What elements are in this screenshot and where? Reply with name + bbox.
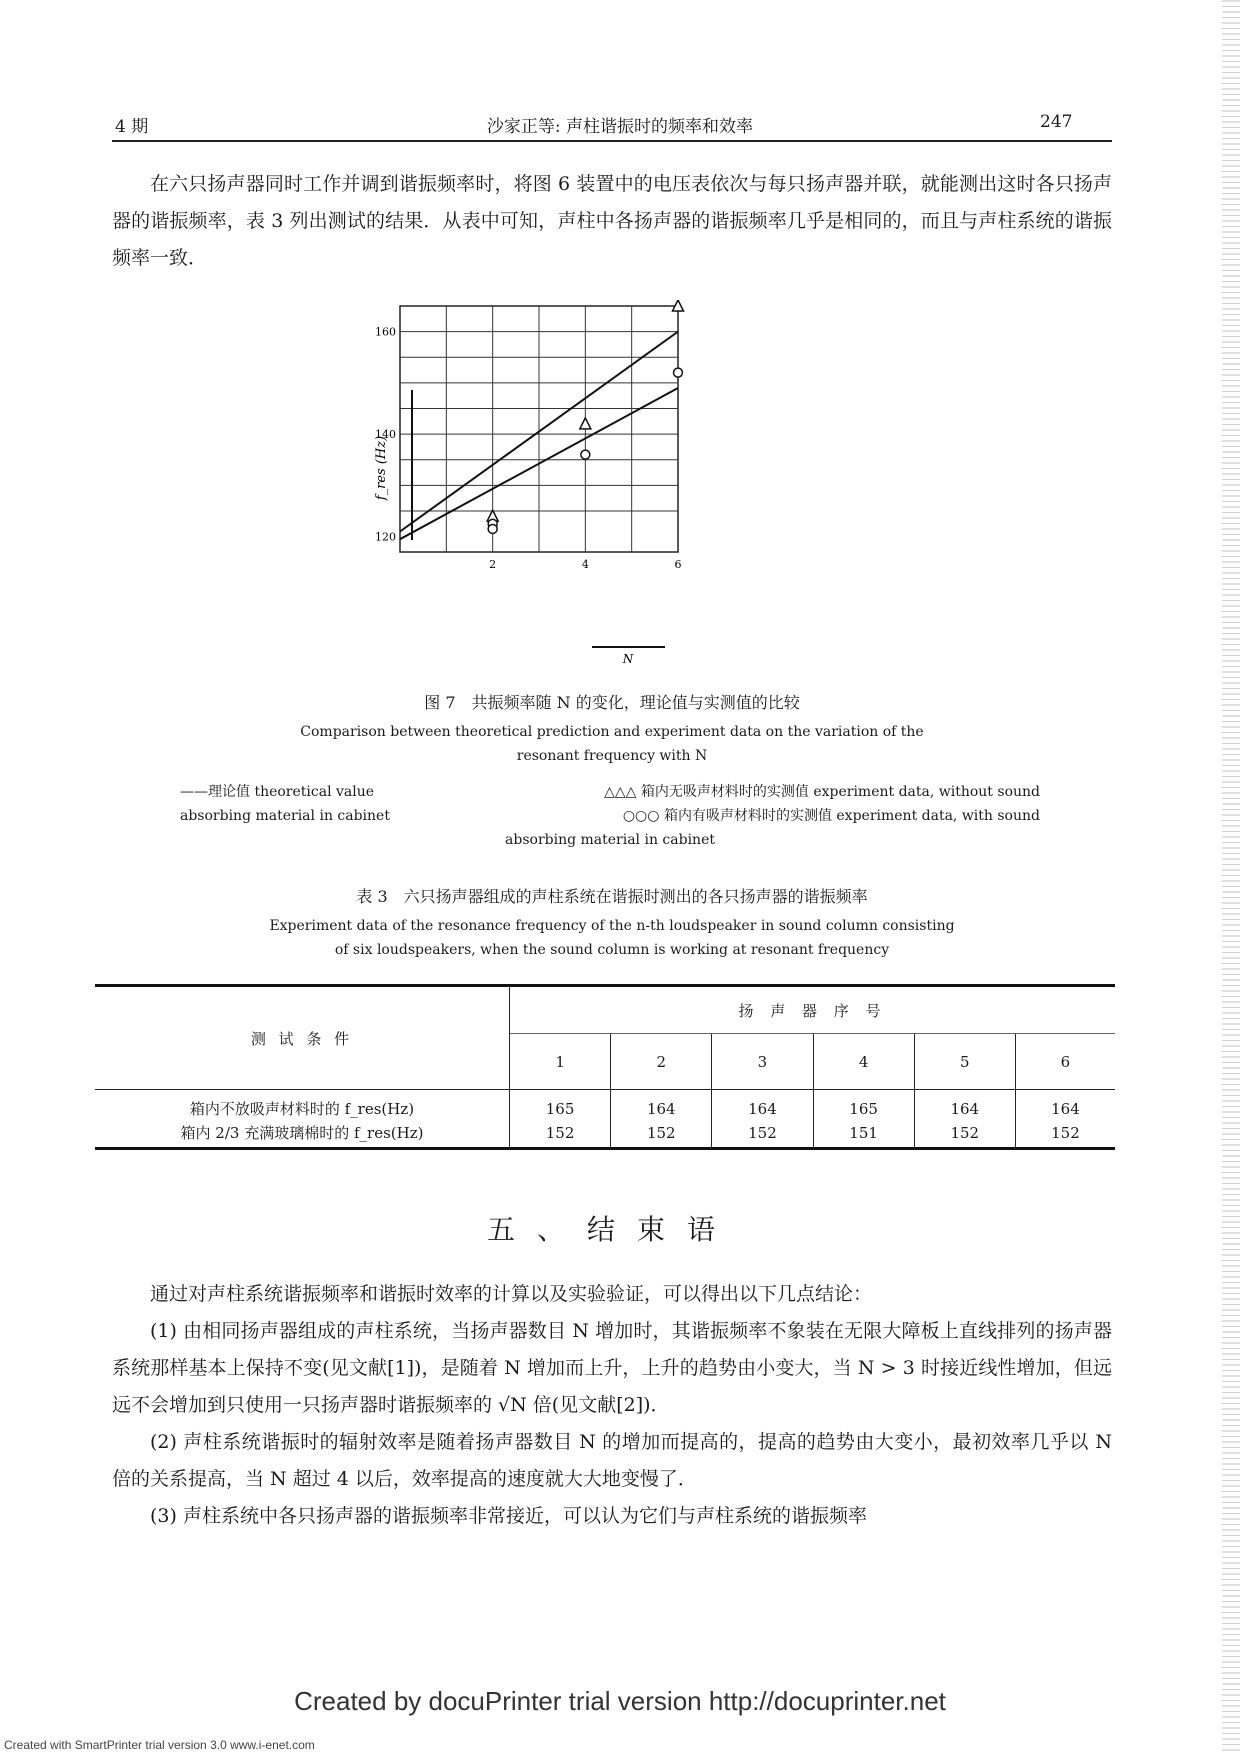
value-cell: 164 [611,1090,712,1121]
condition-header: 测 试 条 件 [95,986,510,1090]
conclusion-item-3: (3) 声柱系统中各只扬声器的谐振频率非常接近，可以认为它们与声柱系统的谐振频率 [150,1505,867,1527]
condition-cell: 箱内 2/3 充满玻璃棉时的 f_res(Hz) [95,1120,510,1148]
value-cell: 152 [1051,1123,1080,1142]
value-cell: 164 [712,1090,813,1121]
value-cell: 165 [510,1090,611,1121]
header-rule [112,140,1112,142]
chart-grid [400,306,678,552]
legend-triangle: △△△ 箱内无吸声材料时的实测值 experiment data, without sound [604,784,1040,800]
triangle-marker [580,418,591,429]
smartprinter-watermark: Created with SmartPrinter trial version 3.0 www.i-enet.com [4,1738,315,1752]
value-cell: 164 [914,1090,1015,1121]
value-cell: 151 [813,1120,914,1148]
x-tick-label: 6 [674,558,682,571]
intro-paragraph: 在六只扬声器同时工作并调到谐振频率时，将图 6 装置中的电压表依次与每只扬声器并联，就能测出这时各只扬声器的谐振频率，表 3 列出测试的结果．从表中可知，声柱中各扬声器的谐振频率几乎是相同的，而且与声柱系统的谐振频率一致． [112,173,1112,269]
value-cell: 152 [611,1120,712,1148]
value-cell: 165 [813,1090,914,1121]
table-caption-cn: 表 3 六只扬声器组成的声柱系统在谐振时测出的各只扬声器的谐振频率 [356,887,868,906]
legend-theory-cont: absorbing material in cabinet [180,808,390,824]
column-header: 2 [611,1034,712,1090]
table-row [95,1090,1115,1121]
column-header: 5 [914,1034,1015,1090]
condition-cell: 箱内不放吸声材料时的 f_res(Hz) [95,1090,510,1121]
column-header: 3 [712,1034,813,1090]
section-title: 五、结束语 [486,1213,737,1246]
table-row [95,1120,1115,1148]
scan-edge-artifact [1222,0,1240,1754]
x-axis-label: N [622,652,634,666]
figure-legend [180,780,1040,852]
value-cell: 152 [914,1120,1015,1148]
conclusion-text [112,1276,1112,1535]
conclusion-item-1: (1) 由相同扬声器组成的声柱系统，当扬声器数目 N 增加时，其谐振频率不象装在无限大障板上直线排列的扬声器系统那样基本上保持不变(见文献[1])，是随着 N 增加而上升，上升的趋势由小变大，当 N > 3 时接近线性增加，但远远不会增加到只使用一只扬声器时谐振频率的 √N 倍(见文献[2])． [112,1320,1112,1416]
legend-circle: ○○○ 箱内有吸声材料时的实测值 experiment data, with sound [622,808,1040,824]
figure-caption-cn: 图 7 共振频率随 N 的变化，理论值与实测值的比较 [424,693,800,712]
circle-marker [488,524,497,533]
figure-7-chart [360,300,780,680]
circle-marker [581,450,590,459]
circle-marker [674,368,683,377]
x-tick-label: 2 [489,558,497,571]
y-axis-label: f_res (Hz) [374,435,389,501]
running-title: 沙家正等: 声柱谐振时的频率和效率 [486,117,754,137]
figure-caption-en-2: resonant frequency with N [516,748,708,764]
page-number: 247 [1040,112,1073,132]
x-tick-label: 4 [581,558,589,571]
y-tick-label: 120 [375,530,396,544]
table-caption-en-2: of six loudspeakers, when the sound column is working at resonant frequency [334,942,890,958]
conclusion-intro: 通过对声柱系统谐振频率和谐振时效率的计算以及实验验证，可以得出以下几点结论： [150,1283,873,1305]
conclusion-item-2: (2) 声柱系统谐振时的辐射效率是随着扬声器数目 N 的增加而提高的，提高的趋势由大变小，最初效率几乎以 N 倍的关系提高，当 N 超过 4 以后，效率提高的速度就大大地变慢了． [112,1431,1112,1490]
value-cell: 152 [510,1120,611,1148]
value-cell: 164 [1051,1099,1080,1118]
figure-caption-en-1: Comparison between theoretical prediction and experiment data on the variation of the [300,724,924,740]
speaker-header: 扬 声 器 序 号 [510,986,1116,1034]
y-tick-label: 140 [375,428,396,442]
table-3 [95,984,1115,1150]
value-cell: 152 [712,1120,813,1148]
column-header: 4 [813,1034,914,1090]
column-header: 6 [1060,1052,1071,1071]
legend-circle-cont: absorbing material in cabinet [505,832,715,848]
legend-theory: ——理论值 theoretical value [180,784,375,800]
table-caption-en-1: Experiment data of the resonance frequency of the n-th loudspeaker in sound column consisting [269,918,955,934]
column-header: 1 [510,1034,611,1090]
y-tick-label: 160 [375,325,396,339]
issue-number: 4 期 [115,117,149,137]
docuprinter-watermark: Created by docuPrinter trial version http://docuprinter.net [294,1686,946,1716]
